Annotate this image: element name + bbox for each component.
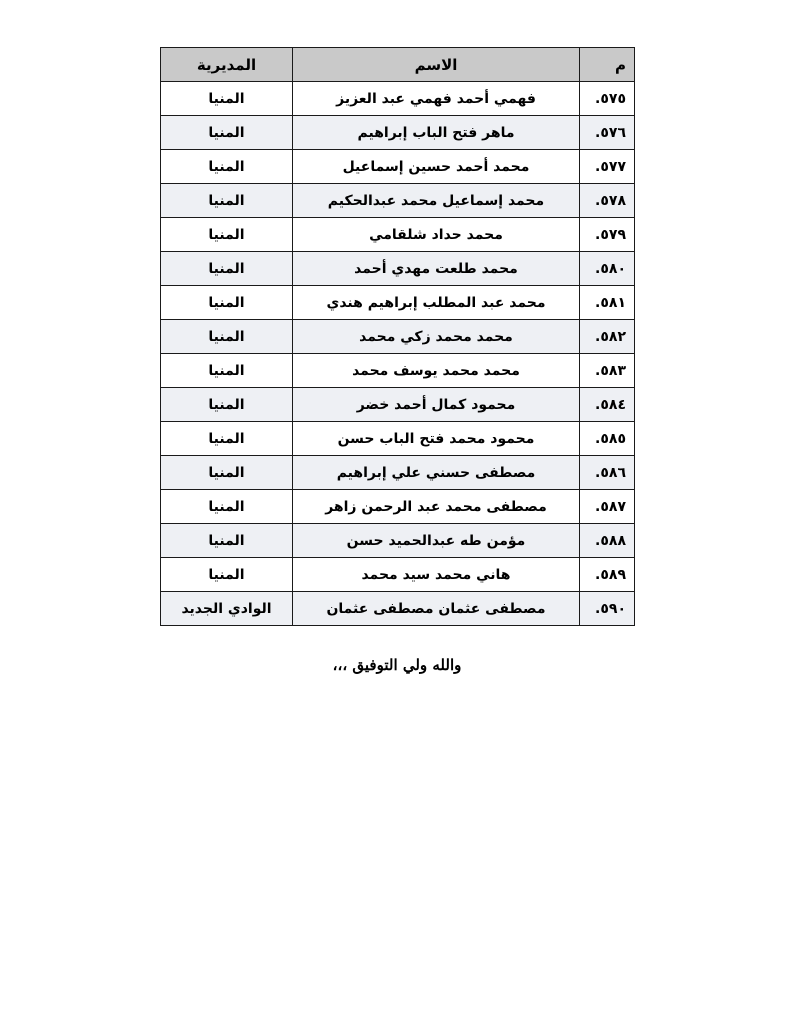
row-name: فهمي أحمد فهمي عبد العزيز xyxy=(293,82,580,116)
row-number: ٥٨٧. xyxy=(580,490,635,524)
row-name: هاني محمد سيد محمد xyxy=(293,558,580,592)
row-number: ٥٨٩. xyxy=(580,558,635,592)
table-body xyxy=(161,82,635,626)
table-row xyxy=(161,388,635,422)
table-row xyxy=(161,558,635,592)
row-name: محمد حداد شلقامي xyxy=(293,218,580,252)
row-number: ٥٨٣. xyxy=(580,354,635,388)
row-name: محمد أحمد حسين إسماعيل xyxy=(293,150,580,184)
row-name: ماهر فتح الباب إبراهيم xyxy=(293,116,580,150)
row-number: ٥٧٧. xyxy=(580,150,635,184)
row-name: محمد محمد يوسف محمد xyxy=(293,354,580,388)
table-row xyxy=(161,490,635,524)
row-number: ٥٧٩. xyxy=(580,218,635,252)
table-row xyxy=(161,286,635,320)
row-number: ٥٧٨. xyxy=(580,184,635,218)
row-number: ٥٩٠. xyxy=(580,592,635,626)
row-directorate: المنيا xyxy=(161,252,293,286)
row-name: مصطفى حسني علي إبراهيم xyxy=(293,456,580,490)
table-row xyxy=(161,150,635,184)
row-name: محمد عبد المطلب إبراهيم هندي xyxy=(293,286,580,320)
row-number: ٥٨١. xyxy=(580,286,635,320)
row-name: محمد طلعت مهدي أحمد xyxy=(293,252,580,286)
table-row xyxy=(161,252,635,286)
table-row xyxy=(161,422,635,456)
row-directorate: الوادي الجديد xyxy=(161,592,293,626)
table-header-row xyxy=(161,48,635,82)
row-directorate: المنيا xyxy=(161,218,293,252)
row-name: محمد محمد زكي محمد xyxy=(293,320,580,354)
table-row xyxy=(161,82,635,116)
row-number: ٥٨٢. xyxy=(580,320,635,354)
row-directorate: المنيا xyxy=(161,524,293,558)
row-directorate: المنيا xyxy=(161,422,293,456)
row-directorate: المنيا xyxy=(161,150,293,184)
row-number: ٥٨٤. xyxy=(580,388,635,422)
row-directorate: المنيا xyxy=(161,184,293,218)
row-number: ٥٧٥. xyxy=(580,82,635,116)
table-row xyxy=(161,320,635,354)
row-name: مصطفى محمد عبد الرحمن زاهر xyxy=(293,490,580,524)
row-directorate: المنيا xyxy=(161,388,293,422)
row-number: ٥٨٠. xyxy=(580,252,635,286)
row-number: ٥٨٥. xyxy=(580,422,635,456)
row-name: محمد إسماعيل محمد عبدالحكيم xyxy=(293,184,580,218)
row-name: محمود محمد فتح الباب حسن xyxy=(293,422,580,456)
header-name: الاسم xyxy=(293,48,580,82)
table-row xyxy=(161,218,635,252)
closing-text: والله ولي التوفيق ،،، xyxy=(332,656,462,674)
row-number: ٥٨٦. xyxy=(580,456,635,490)
header-number: م xyxy=(580,48,635,82)
row-name: مؤمن طه عبدالحميد حسن xyxy=(293,524,580,558)
row-directorate: المنيا xyxy=(161,456,293,490)
table-row xyxy=(161,354,635,388)
row-directorate: المنيا xyxy=(161,320,293,354)
row-directorate: المنيا xyxy=(161,286,293,320)
table-row xyxy=(161,592,635,626)
row-number: ٥٨٨. xyxy=(580,524,635,558)
table-row xyxy=(161,456,635,490)
names-table xyxy=(160,47,635,626)
row-directorate: المنيا xyxy=(161,116,293,150)
row-directorate: المنيا xyxy=(161,82,293,116)
row-directorate: المنيا xyxy=(161,354,293,388)
table-row xyxy=(161,184,635,218)
table-row xyxy=(161,116,635,150)
header-directorate: المديرية xyxy=(161,48,293,82)
row-directorate: المنيا xyxy=(161,558,293,592)
row-name: مصطفى عثمان مصطفى عثمان xyxy=(293,592,580,626)
table-row xyxy=(161,524,635,558)
row-number: ٥٧٦. xyxy=(580,116,635,150)
row-directorate: المنيا xyxy=(161,490,293,524)
row-name: محمود كمال أحمد خضر xyxy=(293,388,580,422)
